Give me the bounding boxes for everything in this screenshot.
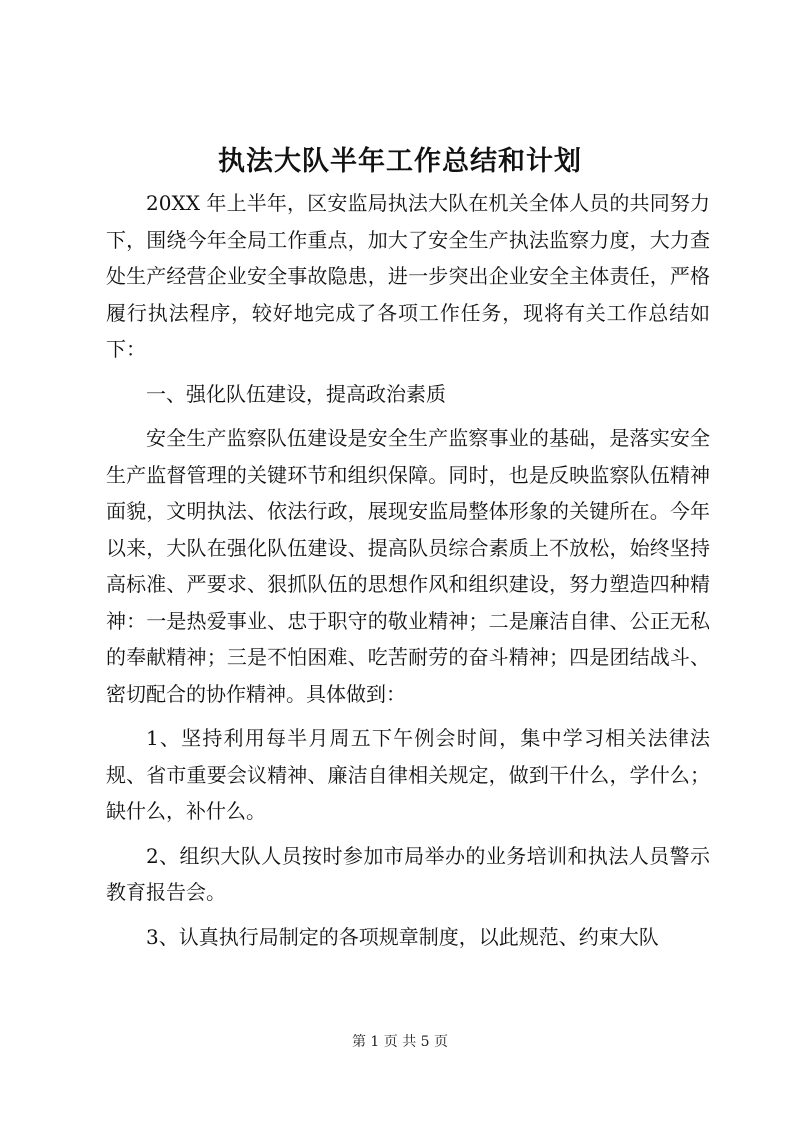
page-footer: 第 1 页 共 5 页	[351, 1034, 449, 1050]
list-item: 3、认真执行局制定的各项规章制度，以此规范、约束大队	[146, 924, 659, 949]
list-item: 1、坚持利用每半月周五下午例会时间，集中学习相关法律法规、省市重要会议精神、廉洁自律相关规定，做到干什么，学什么；缺什么，补什么。	[106, 726, 710, 823]
section-heading: 一、强化队伍建设，提高政治素质	[146, 381, 446, 406]
document-body	[106, 185, 710, 963]
body-paragraph: 安全生产监察队伍建设是安全生产监察事业的基础，是落实安全生产监督管理的关键环节和组织保障。同时，也是反映监察队伍精神面貌，文明执法、依法行政，展现安监局整体形象的关键所在。今年以来，大队在强化队伍建设、提高队员综合素质上不放松，始终坚持高标准、严要求、狠抓队伍的思想作风和组织建设，努力塑造四种精神：一是热爱事业、忠于职守的敬业精神；二是廉洁自律、公正无私的奉献精神；三是不怕困难、吃苦耐劳的奋斗精神；四是团结战斗、密切配合的协作精神。具体做到：	[106, 426, 710, 706]
intro-paragraph: 20XX 年上半年，区安监局执法大队在机关全体人员的共同努力下，围绕今年全局工作重点，加大了安全生产执法监察力度，大力查处生产经营企业安全事故隐患，进一步突出企业安全主体责任，严格履行执法程序，较好地完成了各项工作任务，现将有关工作总结如下：	[106, 191, 710, 361]
list-item: 2、组织大队人员按时参加市局举办的业务培训和执法人员警示教育报告会。	[106, 843, 710, 904]
document-title: 执法大队半年工作总结和计划	[218, 146, 582, 177]
